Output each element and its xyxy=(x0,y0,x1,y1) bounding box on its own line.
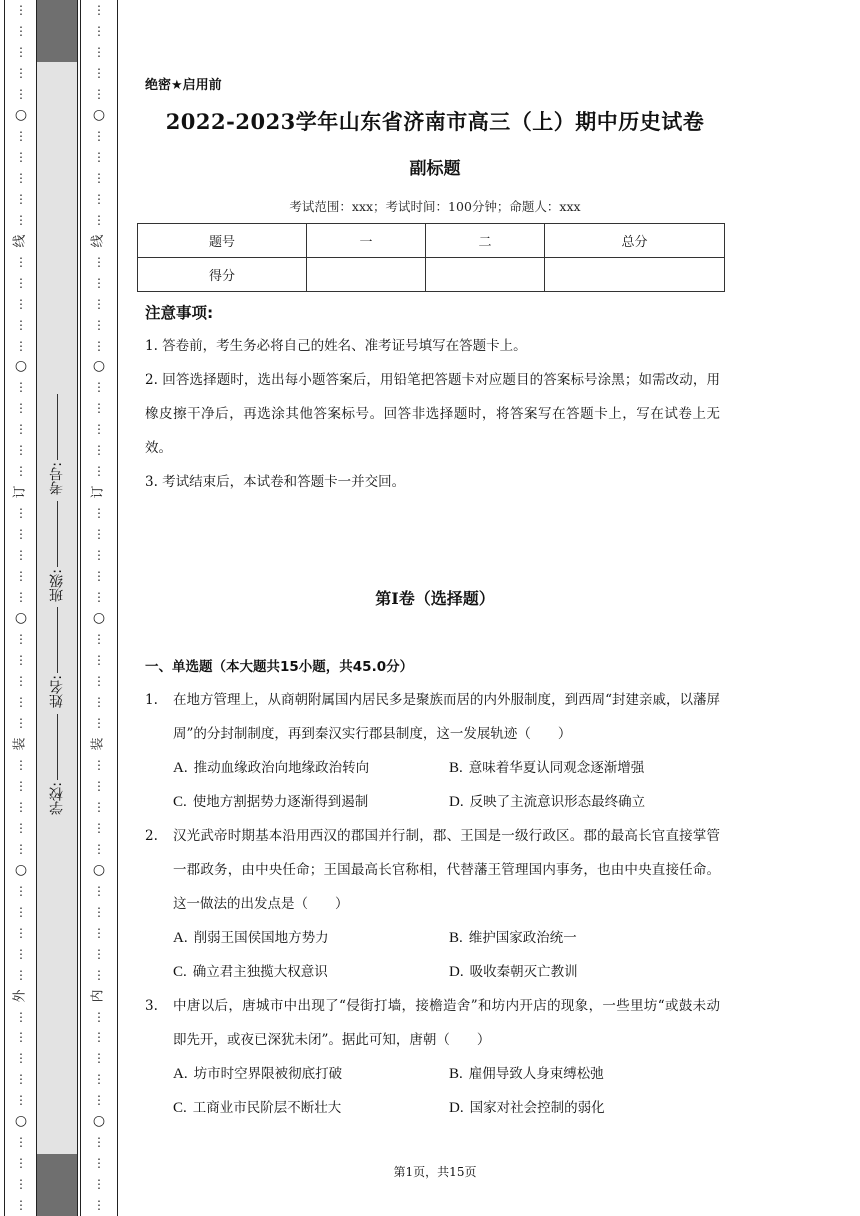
school-blank-line[interactable] xyxy=(57,714,58,780)
binding-dots: ⋮ xyxy=(15,86,27,101)
binding-dots: ⋮ xyxy=(15,1135,27,1150)
binding-dots: ⋮ xyxy=(93,1135,105,1150)
binding-dots: ⋮ xyxy=(15,128,27,143)
page-footer: 第1页，共15页 xyxy=(393,1165,477,1179)
binding-dots: ⋮ xyxy=(15,1177,27,1192)
binding-dots: ⋮ xyxy=(15,799,27,814)
question-options xyxy=(173,751,720,819)
option-a[interactable] xyxy=(173,921,449,955)
binding-circle: ○ xyxy=(92,610,106,627)
binding-dots: ⋮ xyxy=(15,23,27,38)
binding-marker-char: 线 xyxy=(90,234,106,248)
class-field[interactable] xyxy=(47,499,67,602)
exam-info: 考试范围：xxx；考试时间：100分钟；命题人：xxx xyxy=(289,199,581,214)
binding-dots: ⋮ xyxy=(15,3,27,17)
binding-dots: ⋮ xyxy=(93,820,105,835)
confidential-mark: 绝密★启用前 xyxy=(145,78,222,93)
binding-dots: ⋮ xyxy=(15,1030,27,1045)
binding-dots: ⋮ xyxy=(15,820,27,835)
notice-title: 注意事项: xyxy=(145,304,214,322)
binding-dots: ⋮ xyxy=(15,841,27,856)
binding-dots: ⋮ xyxy=(93,548,105,563)
score-table-header-row xyxy=(138,224,725,258)
binding-dots: ⋮ xyxy=(93,904,105,919)
exam-number-blank-line[interactable] xyxy=(57,394,58,460)
option-text: 维护国家政治统一 xyxy=(468,930,577,946)
binding-marker-char: 线 xyxy=(12,234,28,248)
binding-dots: ⋮ xyxy=(93,590,105,605)
binding-dots: ⋮ xyxy=(93,254,105,269)
binding-dots: ⋮ xyxy=(15,191,27,206)
binding-dots: ⋮ xyxy=(15,338,27,353)
binding-dots: ⋮ xyxy=(15,212,27,227)
binding-dots: ⋮ xyxy=(15,967,27,982)
binding-dots: ⋮ xyxy=(15,44,27,59)
binding-dots: ⋮ xyxy=(93,464,105,479)
binding-dots: ⋮ xyxy=(15,1072,27,1087)
option-letter: C. xyxy=(173,794,187,810)
binding-dots: ⋮ xyxy=(15,170,27,185)
binding-dots: ⋮ xyxy=(93,23,105,38)
binding-strip-inner xyxy=(80,0,118,1216)
score-cell[interactable] xyxy=(426,258,545,292)
score-header-cell: 二 xyxy=(426,224,545,258)
section-title: 一、单选题（本大题共15小题，共45.0分） xyxy=(145,659,414,675)
question-2 xyxy=(145,819,720,989)
binding-dots: ⋮ xyxy=(93,401,105,416)
option-text: 意味着华夏认同观念逐渐增强 xyxy=(468,760,645,776)
binding-dots: ⋮ xyxy=(93,674,105,688)
binding-dots: ⋮ xyxy=(15,275,27,290)
option-text: 工商业市民阶层不断壮大 xyxy=(192,1100,342,1116)
score-cell[interactable] xyxy=(545,258,725,292)
binding-dots: ⋮ xyxy=(93,128,105,143)
part-title: 第I卷（选择题） xyxy=(375,589,495,608)
binding-circle: ○ xyxy=(14,1113,28,1130)
binding-dots: ⋮ xyxy=(93,3,105,17)
question-list xyxy=(145,683,720,1125)
binding-dots: ⋮ xyxy=(93,527,105,542)
option-letter: A. xyxy=(173,930,188,946)
binding-dots: ⋮ xyxy=(93,653,105,668)
option-letter: A. xyxy=(173,760,188,776)
binding-dots: ⋮ xyxy=(15,757,27,772)
option-c[interactable] xyxy=(173,785,449,819)
question-number: 3. xyxy=(145,998,158,1014)
binding-circle: ○ xyxy=(92,358,106,375)
question-options xyxy=(173,1057,720,1125)
binding-circle: ○ xyxy=(14,610,28,627)
school-label: 学校: xyxy=(49,782,65,815)
question-3 xyxy=(145,989,720,1125)
binding-marker-char: 装 xyxy=(12,737,28,751)
binding-dots: ⋮ xyxy=(93,317,105,332)
score-table xyxy=(137,223,725,292)
option-letter: D. xyxy=(449,1100,464,1116)
binding-dots: ⋮ xyxy=(15,694,27,709)
binding-dots: ⋮ xyxy=(93,506,105,521)
binding-marker-char: 外 xyxy=(12,989,28,1003)
name-label: 姓名: xyxy=(49,675,65,709)
binding-circle: ○ xyxy=(14,861,28,878)
option-d[interactable] xyxy=(449,785,725,819)
binding-dots: ⋮ xyxy=(15,401,27,416)
binding-circle: ○ xyxy=(92,106,106,123)
binding-dots: ⋮ xyxy=(93,799,105,814)
binding-dots: ⋮ xyxy=(93,338,105,353)
binding-dots: ⋮ xyxy=(93,778,105,793)
binding-dots: ⋮ xyxy=(15,569,27,584)
option-text: 确立君主独揽大权意识 xyxy=(192,964,328,980)
binding-dots: ⋮ xyxy=(93,946,105,961)
option-d[interactable] xyxy=(449,955,725,989)
binding-dots: ⋮ xyxy=(93,632,105,647)
name-field[interactable] xyxy=(47,605,67,708)
binding-dots: ⋮ xyxy=(93,1009,105,1024)
notice-item: 1. 答卷前，考生务必将自己的姓名、准考证号填写在答题卡上。 xyxy=(145,338,527,354)
binding-dots: ⋮ xyxy=(93,1198,105,1213)
binding-dots: ⋮ xyxy=(93,149,105,164)
binding-dots: ⋮ xyxy=(93,569,105,584)
binding-dots: ⋮ xyxy=(93,694,105,709)
exam-subtitle: 副标题 xyxy=(409,159,461,179)
binding-marker-char: 内 xyxy=(90,989,106,1003)
binding-circle: ○ xyxy=(14,106,28,123)
option-d[interactable] xyxy=(449,1091,725,1125)
option-letter: C. xyxy=(173,964,187,980)
binding-dots: ⋮ xyxy=(93,380,105,395)
score-cell[interactable] xyxy=(307,258,426,292)
binding-strip-outer xyxy=(4,0,38,1216)
question-stem: 汉光武帝时期基本沿用西汉的郡国并行制，郡、王国是一级行政区。郡的最高长官直接掌管一郡政务，由中央任命；王国最高长官称相，代替藩王管理国内事务，也由中央直接任命。这一做法的出发点是（ ） xyxy=(173,828,720,912)
binding-dots: ⋮ xyxy=(93,44,105,59)
binding-circle: ○ xyxy=(14,358,28,375)
option-letter: B. xyxy=(449,930,463,946)
option-b[interactable] xyxy=(449,921,725,955)
question-options xyxy=(173,921,720,989)
binding-dots: ⋮ xyxy=(15,946,27,961)
option-text: 削弱王国侯国地方势力 xyxy=(193,930,329,946)
option-text: 吸收秦朝灭亡教训 xyxy=(469,964,578,980)
binding-column-outer xyxy=(5,4,37,1212)
binding-dots: ⋮ xyxy=(15,883,27,898)
score-row-label: 得分 xyxy=(138,258,307,292)
binding-dots: ⋮ xyxy=(15,422,27,437)
option-text: 雇佣导致人身束缚松弛 xyxy=(468,1066,604,1082)
binding-dots: ⋮ xyxy=(93,967,105,982)
binding-marker-char: 装 xyxy=(90,737,106,751)
binding-dots: ⋮ xyxy=(15,674,27,688)
question-1 xyxy=(145,683,720,819)
question-stem: 中唐以后，唐城市中出现了“侵街打墙，接檐造舍”和坊内开店的现象，一些里坊“或鼓未动即先开，或夜已深犹未闭”。据此可知，唐朝（ ） xyxy=(173,998,720,1048)
binding-dots: ⋮ xyxy=(15,715,27,730)
binding-dots: ⋮ xyxy=(15,1009,27,1024)
question-stem: 在地方管理上，从商朝附属国内居民多是聚族而居的内外服制度，到西周“封建亲戚，以藩屏周”的分封制制度，再到秦汉实行郡县制度，这一发展轨迹（ ） xyxy=(173,692,720,742)
binding-dots: ⋮ xyxy=(93,86,105,101)
option-a[interactable] xyxy=(173,1057,449,1091)
binding-dots: ⋮ xyxy=(15,317,27,332)
name-blank-line[interactable] xyxy=(57,607,58,673)
binding-dots: ⋮ xyxy=(93,715,105,730)
binding-circle: ○ xyxy=(92,861,106,878)
option-c[interactable] xyxy=(173,1091,449,1125)
question-number: 2. xyxy=(145,828,158,844)
option-letter: C. xyxy=(173,1100,187,1116)
binding-dots: ⋮ xyxy=(93,1156,105,1171)
binding-dots: ⋮ xyxy=(93,275,105,290)
binding-dark-block-bottom xyxy=(37,1154,77,1216)
binding-dots: ⋮ xyxy=(15,925,27,940)
option-letter: B. xyxy=(449,760,463,776)
option-b[interactable] xyxy=(449,1057,725,1091)
student-info-fields xyxy=(47,392,67,819)
class-label: 班级: xyxy=(49,568,65,602)
exam-number-field[interactable] xyxy=(47,392,67,495)
score-header-cell: 总分 xyxy=(545,224,725,258)
binding-dots: ⋮ xyxy=(15,296,27,311)
notice-list xyxy=(145,329,720,499)
binding-dots: ⋮ xyxy=(93,1093,105,1108)
option-text: 反映了主流意识形态最终确立 xyxy=(469,794,646,810)
binding-marker-char: 订 xyxy=(90,485,106,499)
binding-dots: ⋮ xyxy=(15,778,27,793)
option-letter: A. xyxy=(173,1066,188,1082)
score-table-score-row xyxy=(138,258,725,292)
binding-dots: ⋮ xyxy=(93,1051,105,1066)
binding-dots: ⋮ xyxy=(15,464,27,479)
school-field[interactable] xyxy=(47,712,67,815)
option-letter: B. xyxy=(449,1066,463,1082)
option-text: 坊市时空界限被彻底打破 xyxy=(193,1066,343,1082)
score-header-cell: 一 xyxy=(307,224,426,258)
option-letter: D. xyxy=(449,794,464,810)
option-text: 国家对社会控制的弱化 xyxy=(469,1100,605,1116)
binding-dots: ⋮ xyxy=(15,506,27,521)
class-blank-line[interactable] xyxy=(57,501,58,567)
binding-dots: ⋮ xyxy=(15,1198,27,1213)
binding-dots: ⋮ xyxy=(15,548,27,563)
exam-number-label: 考号: xyxy=(49,462,65,495)
option-c[interactable] xyxy=(173,955,449,989)
binding-marker-char: 订 xyxy=(12,485,28,499)
binding-dots: ⋮ xyxy=(93,1177,105,1192)
binding-dots: ⋮ xyxy=(15,904,27,919)
notice-item: 2. 回答选择题时，选出每小题答案后，用铅笔把答题卡对应题目的答案标号涂黑；如需改动，用橡皮擦干净后，再选涂其他答案标号。回答非选择题时，将答案写在答题卡上，写在试卷上无效。 xyxy=(145,372,720,456)
binding-dots: ⋮ xyxy=(93,925,105,940)
binding-dots: ⋮ xyxy=(15,1093,27,1108)
binding-dark-block-top xyxy=(37,0,77,62)
question-number: 1. xyxy=(145,692,158,708)
binding-dots: ⋮ xyxy=(15,1156,27,1171)
binding-dots: ⋮ xyxy=(93,212,105,227)
option-b[interactable] xyxy=(449,751,725,785)
binding-dots: ⋮ xyxy=(15,149,27,164)
binding-dots: ⋮ xyxy=(15,1051,27,1066)
binding-dots: ⋮ xyxy=(15,632,27,647)
option-text: 使地方割据势力逐渐得到遏制 xyxy=(192,794,369,810)
binding-dots: ⋮ xyxy=(15,653,27,668)
binding-dots: ⋮ xyxy=(93,65,105,80)
binding-dots: ⋮ xyxy=(15,443,27,458)
binding-circle: ○ xyxy=(92,1113,106,1130)
binding-dots: ⋮ xyxy=(93,841,105,856)
binding-dots: ⋮ xyxy=(15,65,27,80)
exam-title: 2022-2023学年山东省济南市高三（上）期中历史试卷 xyxy=(165,109,705,134)
binding-dots: ⋮ xyxy=(93,883,105,898)
binding-dots: ⋮ xyxy=(15,527,27,542)
binding-dots: ⋮ xyxy=(93,757,105,772)
binding-dots: ⋮ xyxy=(93,422,105,437)
notice-item: 3. 考试结束后，本试卷和答题卡一并交回。 xyxy=(145,474,406,490)
binding-dots: ⋮ xyxy=(93,296,105,311)
binding-dots: ⋮ xyxy=(93,191,105,206)
binding-dots: ⋮ xyxy=(93,1030,105,1045)
binding-dots: ⋮ xyxy=(93,1072,105,1087)
binding-dots: ⋮ xyxy=(15,380,27,395)
score-header-cell: 题号 xyxy=(138,224,307,258)
binding-dots: ⋮ xyxy=(15,590,27,605)
option-text: 推动血缘政治向地缘政治转向 xyxy=(193,760,370,776)
binding-column-inner xyxy=(81,4,117,1212)
binding-dots: ⋮ xyxy=(15,254,27,269)
option-a[interactable] xyxy=(173,751,449,785)
option-letter: D. xyxy=(449,964,464,980)
binding-dots: ⋮ xyxy=(93,443,105,458)
binding-strip-student-info xyxy=(36,0,78,1216)
binding-dots: ⋮ xyxy=(93,170,105,185)
